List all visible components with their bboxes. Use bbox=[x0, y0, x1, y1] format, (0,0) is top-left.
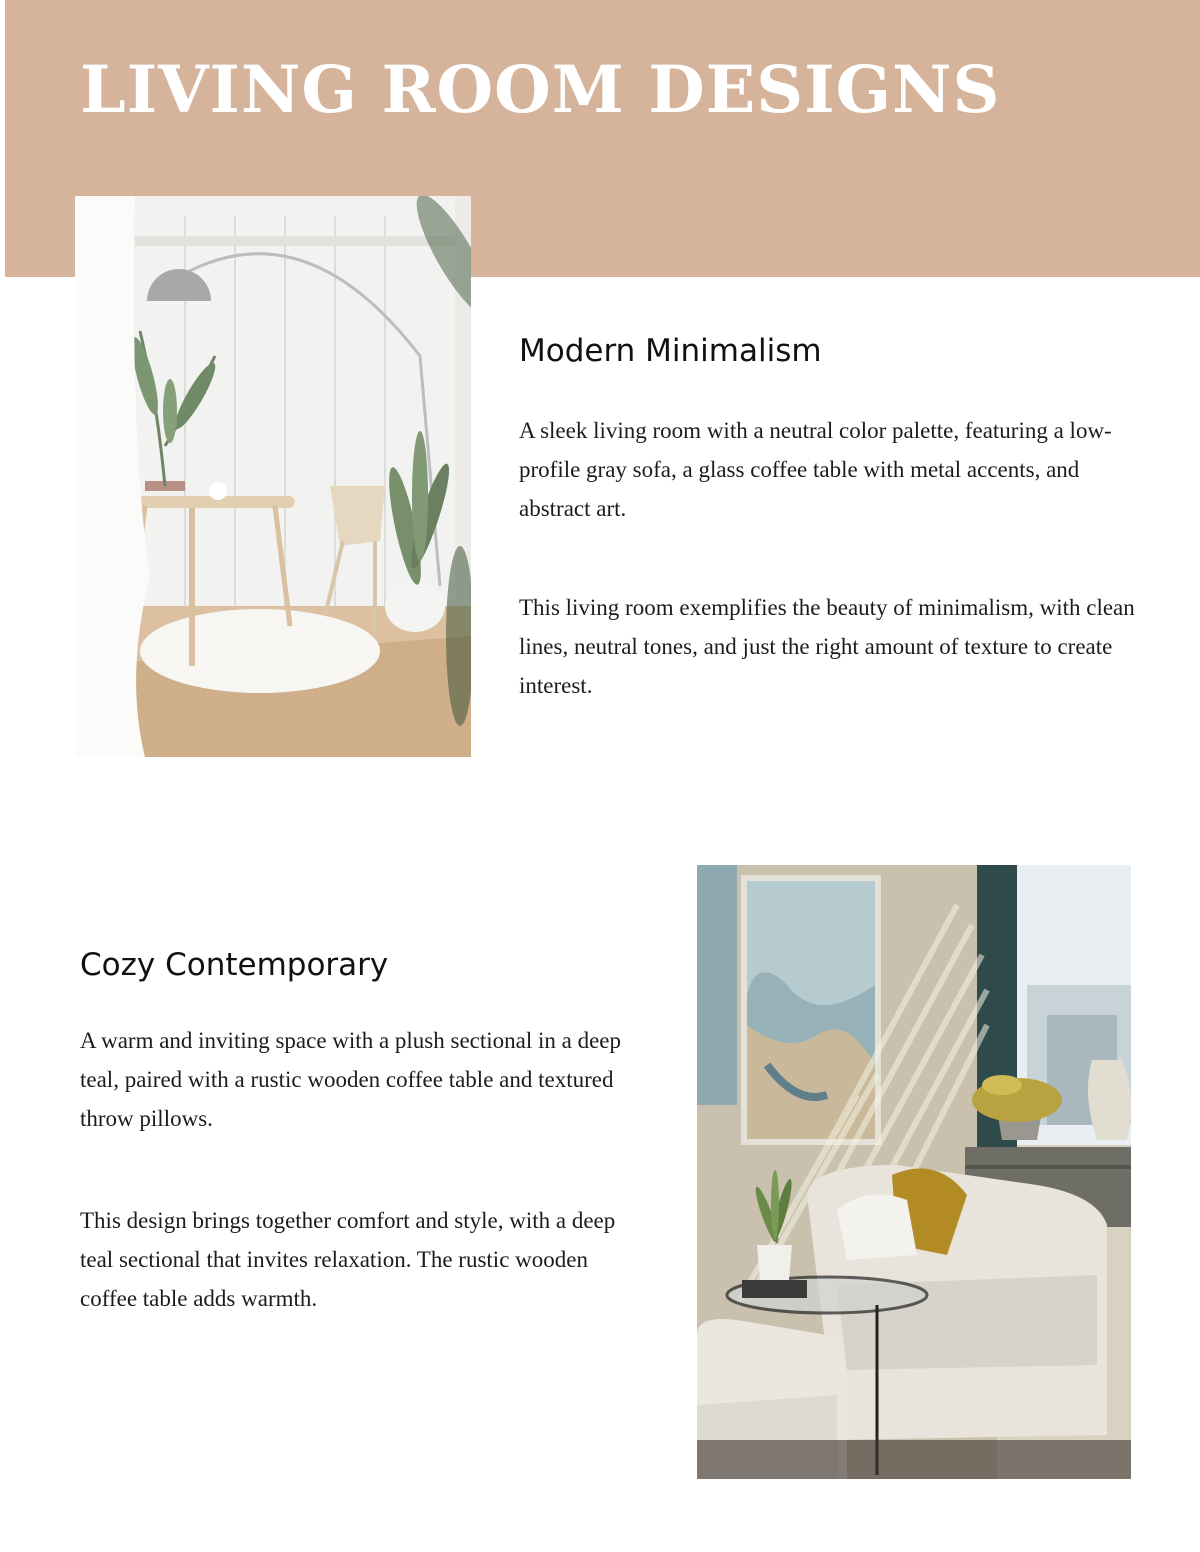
minimalism-photo bbox=[75, 196, 471, 757]
section-heading-modern-minimalism: Modern Minimalism bbox=[519, 333, 822, 369]
page-title: LIVING ROOM DESIGNS bbox=[80, 52, 1001, 128]
minimalism-summary: This living room exemplifies the beauty of minimalism, with clean lines, neutral tones, and just the right amount of texture to create interest. bbox=[519, 595, 1135, 698]
contemporary-summary: This design brings together comfort and style, with a deep teal sectional that invites relaxation. The rustic wooden coffee table adds warmth. bbox=[80, 1208, 616, 1311]
contemporary-photo bbox=[697, 865, 1131, 1479]
section-heading-cozy-contemporary: Cozy Contemporary bbox=[80, 947, 389, 983]
contemporary-description: A warm and inviting space with a plush sectional in a deep teal, paired with a rustic wooden coffee table and textured throw pillows. bbox=[80, 1028, 622, 1131]
minimalism-description: A sleek living room with a neutral color palette, featuring a low-profile gray sofa, a glass coffee table with metal accents, and abstract art. bbox=[519, 418, 1112, 521]
